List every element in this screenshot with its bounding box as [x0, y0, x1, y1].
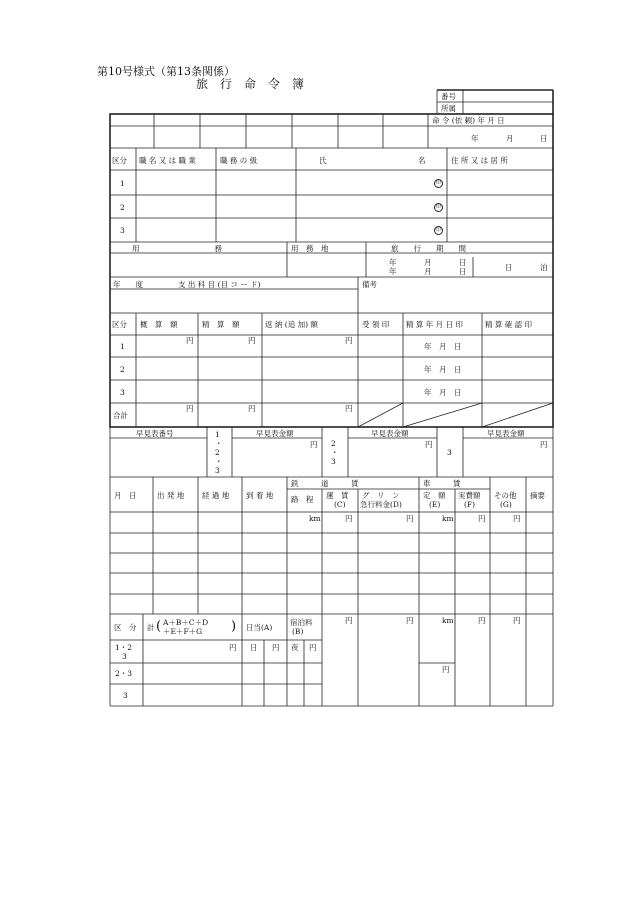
order-year: 年: [471, 134, 479, 143]
number-label: 番号: [441, 92, 456, 101]
itin-green-header: グ リ ン: [362, 491, 400, 500]
summary-row-label: 3: [123, 691, 128, 700]
itin-arrival-header: 到 着 地: [246, 491, 274, 500]
settle-date-3: 年 月 日: [424, 388, 462, 397]
itin-departure-header: 出 発 地: [157, 491, 185, 500]
trip-start-year: 年: [389, 258, 397, 267]
remarks-header: 備考: [362, 280, 377, 289]
trip-destination-header: 用 務 地: [291, 244, 329, 253]
yen-unit: 円: [478, 616, 486, 625]
itin-fixed-code: (E): [429, 500, 441, 509]
yen-unit: 円: [310, 440, 318, 449]
quick-row-label: 3: [447, 448, 452, 457]
refund-amount-header: 返 納 (追 加) 額: [265, 320, 318, 329]
order-date-label: 命 令 (依 頼) 年 月 日: [432, 116, 505, 125]
yen-unit: 円: [248, 404, 256, 413]
yen-unit: 円: [478, 514, 486, 523]
itin-rail-header: 鉄 道 賃: [291, 479, 359, 488]
department-label: 所属: [441, 104, 456, 113]
seal-mark: 印: [435, 227, 441, 233]
km-unit: km: [442, 514, 454, 523]
yen-unit: 円: [186, 336, 194, 345]
summary-formula-line2: ＋E＋F＋G: [163, 627, 203, 636]
settle-date-header: 精 算 年 月 日 印: [406, 320, 463, 329]
settle-date-2: 年 月 日: [424, 365, 462, 374]
itin-fixed-header: 定 額: [423, 491, 446, 500]
itin-memo-header: 摘要: [530, 491, 545, 500]
itin-actual-header: 実費額: [458, 491, 481, 500]
itin-date-header: 月 日: [114, 491, 137, 500]
yen-unit: 円: [540, 440, 548, 449]
quick-amount-label: 早見表金額: [256, 429, 294, 438]
settle-confirm-header: 精 算 確 認 印: [485, 320, 533, 329]
yen-unit: 円: [345, 336, 353, 345]
form-code: 第10号様式（第13条関係）: [97, 65, 235, 78]
fiscal-year-header: 年 度: [113, 280, 143, 289]
quick-number-label: 早見表番号: [136, 429, 174, 438]
yen-unit: 円: [229, 643, 237, 652]
itin-via-header: 経 過 地: [202, 491, 230, 500]
quick-row-label: 2: [331, 439, 336, 448]
itin-express-header: 急行料金(D): [360, 500, 402, 509]
itin-distance-header: 路 程: [291, 495, 314, 504]
itin-car-header: 車 賃: [423, 479, 461, 488]
settle-row-3: 3: [120, 388, 125, 397]
quick-row-label: ・: [331, 448, 339, 457]
summary-row-label: 1・2: [115, 643, 133, 652]
order-month: 月: [506, 134, 514, 143]
summary-lodging-code: (B): [292, 627, 304, 636]
trip-days-label: 日: [505, 263, 513, 272]
trip-end-day: 日: [459, 267, 467, 276]
summary-formula-line1: A＋B＋C＋D: [163, 618, 209, 627]
expense-item-header: 支 出 科 目 (目 コ ー ド): [178, 280, 261, 289]
quick-row-label: ・: [215, 439, 223, 448]
settle-row-2: 2: [120, 365, 125, 374]
persons-title-header: 職 名 又 は 職 業: [139, 156, 196, 165]
order-day: 日: [540, 134, 548, 143]
trip-start-day: 日: [459, 258, 467, 267]
yen-unit: 円: [345, 404, 353, 413]
persons-address-header: 住 所 又 は 居 所: [451, 156, 508, 165]
persons-name-header: 名: [418, 156, 426, 165]
yen-unit: 円: [345, 616, 353, 625]
persons-row-2: 2: [120, 203, 125, 212]
itin-actual-code: (F): [464, 500, 476, 509]
persons-kubun-header: 区分: [112, 156, 127, 165]
summary-lodging-header: 宿泊料: [290, 618, 313, 627]
seal-mark: 印: [435, 180, 441, 186]
settle-total-label: 合計: [113, 411, 128, 420]
trip-end-month: 月: [424, 267, 432, 276]
trip-period-header: 旅 行 期 間: [391, 244, 466, 253]
estimated-amount-header: 概 算 額: [140, 320, 178, 329]
formula-paren-close: ): [231, 619, 237, 634]
quick-row-label: 3: [331, 457, 336, 466]
summary-row-label: 2・3: [115, 669, 133, 678]
summary-kubun-header: 区 分: [114, 623, 137, 632]
itin-fare-header: 運 賃: [326, 491, 349, 500]
persons-grade-header: 職 務 の 級: [220, 156, 258, 165]
seal-mark: 印: [435, 204, 441, 210]
settle-row-1: 1: [120, 342, 125, 351]
summary-row-label: 3: [122, 652, 127, 661]
quick-amount-label: 早見表金額: [487, 429, 525, 438]
itin-other-header: その他: [494, 491, 517, 500]
yen-unit: 円: [406, 616, 414, 625]
yen-unit: 円: [442, 665, 450, 674]
yen-unit: 円: [248, 336, 256, 345]
yen-unit: 円: [513, 514, 521, 523]
persons-row-1: 1: [120, 179, 125, 188]
trip-end-year: 年: [389, 267, 397, 276]
trip-purpose-header: 用 務: [132, 244, 222, 253]
yen-unit: 円: [406, 514, 414, 523]
quick-row-label: 1: [215, 430, 220, 439]
settled-amount-header: 精 算 額: [202, 320, 240, 329]
receipt-seal-header: 受 領 印: [362, 320, 390, 329]
yen-unit: 円: [345, 514, 353, 523]
persons-surname-header: 氏: [319, 156, 327, 165]
quick-amount-label: 早見表金額: [371, 429, 409, 438]
night-unit: 夜: [291, 643, 299, 652]
quick-row-label: ・: [215, 457, 223, 466]
trip-start-month: 月: [424, 258, 432, 267]
quick-row-label: 2: [215, 448, 220, 457]
summary-daily-header: 日当(A): [246, 623, 273, 632]
persons-row-3: 3: [120, 226, 125, 235]
quick-row-label: 3: [215, 466, 220, 475]
form-title: 旅 行 命 令 簿: [196, 77, 305, 91]
itin-other-code: (G): [500, 500, 512, 509]
itin-fare-code: (C): [334, 500, 346, 509]
yen-unit: 円: [186, 404, 194, 413]
km-unit: km: [309, 514, 321, 523]
settle-kubun-header: 区分: [112, 320, 127, 329]
km-unit: km: [442, 616, 454, 625]
day-unit: 日: [250, 643, 258, 652]
yen-unit: 円: [513, 616, 521, 625]
formula-paren-open: (: [156, 619, 162, 634]
yen-unit: 円: [425, 440, 433, 449]
yen-unit: 円: [272, 643, 280, 652]
summary-total-header: 計: [147, 623, 155, 632]
settle-date-1: 年 月 日: [424, 342, 462, 351]
yen-unit: 円: [309, 643, 317, 652]
trip-nights-label: 泊: [540, 263, 548, 272]
